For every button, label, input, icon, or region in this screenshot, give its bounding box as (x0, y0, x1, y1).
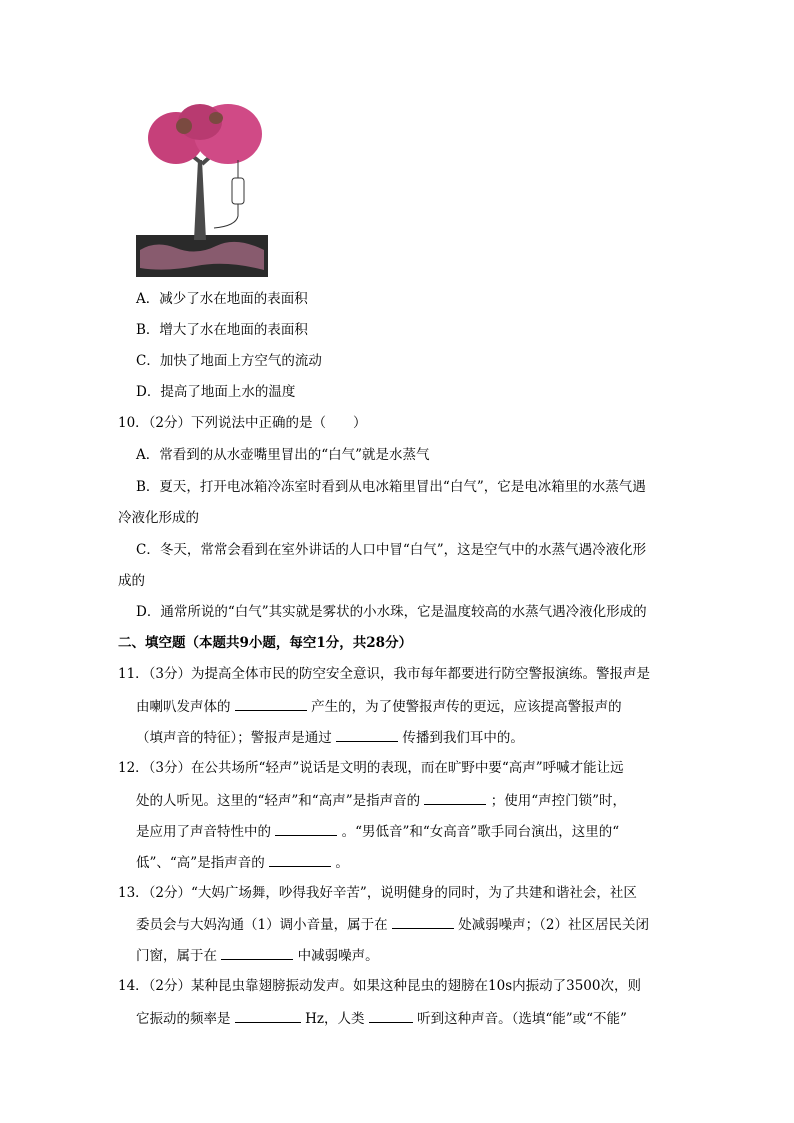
q9-option-a: A．减少了水在地面的表面积 (136, 291, 308, 307)
q10-option-b: B．夏天，打开电冰箱冷冻室时看到从电冰箱里冒出“白气”，它是电冰箱里的水蒸气遇 (136, 479, 646, 495)
q14-text: Hz，人类 (305, 1011, 365, 1027)
q14-text: 它振动的频率是 (136, 1011, 231, 1027)
q12-line-4 (136, 852, 349, 873)
q13-line-3 (136, 945, 379, 966)
q12-text: 。 (335, 855, 349, 871)
foliage-shadow (209, 112, 223, 124)
q12-blank-3[interactable] (269, 852, 331, 867)
q9-option-c: C．加快了地面上方空气的流动 (136, 353, 322, 369)
section-title: 二、填空题（本题共9小题，每空1分，共28分） (118, 635, 413, 651)
drip-bag (232, 178, 244, 204)
q12-text: ；使用“声控门锁”时， (490, 793, 627, 809)
q10-stem: 10．（2分）下列说法中正确的是（ ） (118, 415, 367, 431)
q13-text: 中减弱噪声。 (297, 948, 379, 964)
q12-text: 处的人听见。这里的“轻声”和“高声”是指声音的 (136, 793, 421, 809)
q10-option-c-cont: 成的 (118, 573, 145, 589)
q11-line-3 (136, 727, 524, 748)
q12-blank-1[interactable] (424, 790, 486, 805)
q12-line-1: 12．（3分）在公共场所“轻声”说话是文明的表现，而在旷野中要“高声”呼喊才能让远 (118, 760, 624, 776)
q14-blank-1[interactable] (235, 1008, 301, 1023)
q13-text: 处减弱噪声；（2）社区居民关闭 (458, 917, 650, 933)
q12-text: 低”、“高”是指声音的 (136, 855, 265, 871)
q11-text: 产生的，为了使警报声传的更远，应该提高警报声的 (311, 699, 622, 715)
q11-text: 由喇叭发声体的 (136, 699, 231, 715)
q9-option-b: B．增大了水在地面的表面积 (136, 322, 308, 338)
q12-line-3 (136, 821, 619, 842)
q9-option-d: D．提高了地面上水的温度 (136, 384, 296, 400)
q12-blank-2[interactable] (275, 821, 337, 836)
q14-blank-2[interactable] (369, 1008, 413, 1023)
q11-blank-1[interactable] (235, 696, 307, 711)
q13-text: 委员会与大妈沟通（1）调小音量，属于在 (136, 917, 388, 933)
q13-blank-1[interactable] (392, 914, 454, 929)
q14-line-1: 14．（2分）某种昆虫靠翅膀振动发声。如果这种昆虫的翅膀在10s内振动了3500次，则 (118, 978, 641, 994)
q13-line-1: 13．（2分）“大妈广场舞，吵得我好辛苦”，说明健身的同时，为了共建和谐社会，社区 (118, 885, 637, 901)
q11-blank-3[interactable] (336, 727, 398, 742)
q11-line-2 (136, 696, 622, 717)
q10-option-b-cont: 冷液化形成的 (118, 510, 199, 526)
q11-text: 传播到我们耳中的。 (402, 730, 524, 746)
q13-blank-2[interactable] (221, 945, 293, 960)
q11-line-1: 11．（3分）为提高全体市民的防空安全意识，我市每年都要进行防空警报演练。警报声是 (118, 666, 651, 682)
q11-text: （填声音的特征）；警报声是通过 (136, 730, 332, 746)
q12-text: 是应用了声音特性中的 (136, 824, 271, 840)
tree-trunk (194, 160, 206, 240)
q14-text: 听到这种声音。（选填“能”或“不能” (417, 1011, 627, 1027)
q13-text: 门窗，属于在 (136, 948, 217, 964)
q10-option-a: A．常看到的从水壶嘴里冒出的“白气”就是水蒸气 (136, 447, 430, 463)
q14-line-2 (136, 1008, 627, 1029)
q10-option-d: D．通常所说的“白气”其实就是雾状的小水珠，它是温度较高的水蒸气遇冷液化形成的 (136, 604, 647, 620)
drip-tube (214, 204, 238, 228)
foliage-shadow (176, 118, 192, 134)
q10-option-c: C．冬天，常常会看到在室外讲话的人口中冒“白气”，这是空气中的水蒸气遇冷液化形 (136, 542, 647, 558)
q12-line-2 (136, 790, 626, 811)
q12-text: 。“男低音”和“女高音”歌手同台演出，这里的“ (341, 824, 620, 840)
tree-drip-figure (136, 100, 268, 277)
q13-line-2 (136, 914, 649, 935)
